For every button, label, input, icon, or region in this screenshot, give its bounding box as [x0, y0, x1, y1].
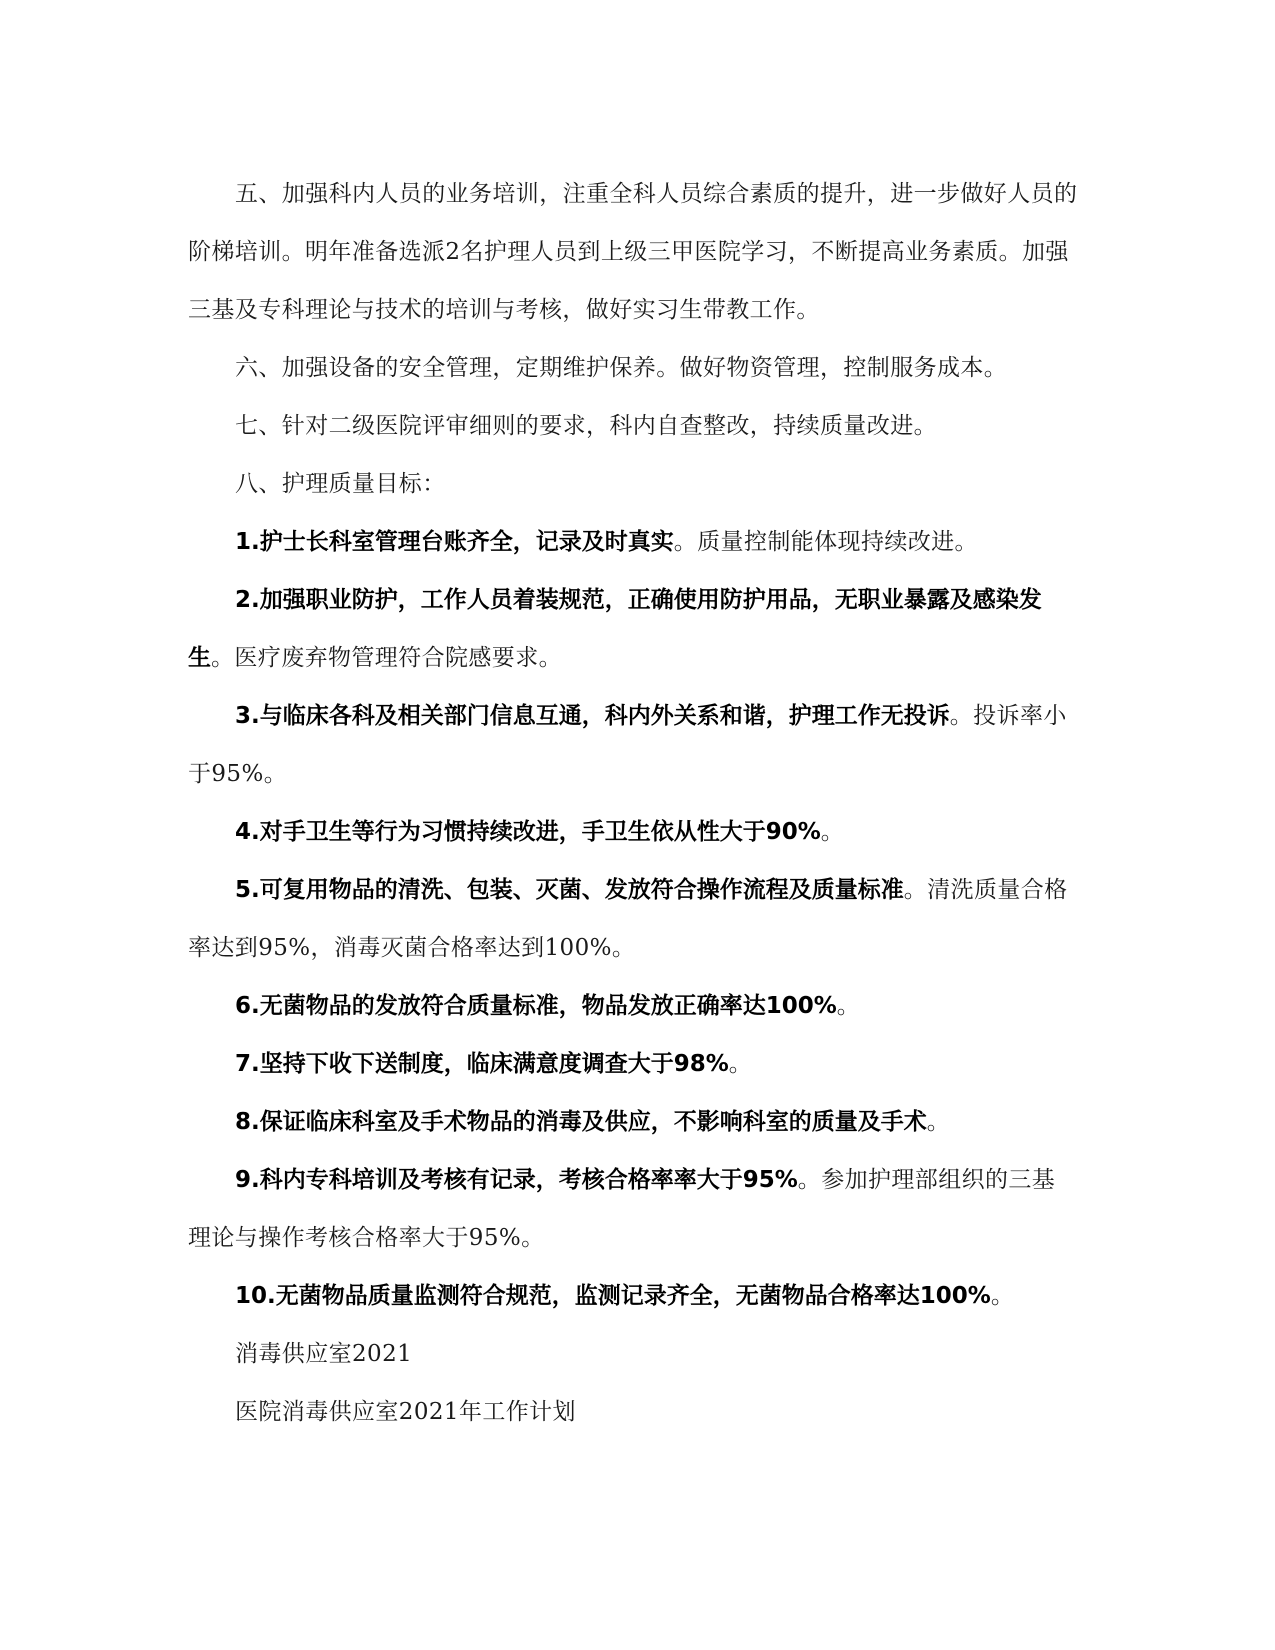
goal-bold-text: 1.护士长科室管理台账齐全，记录及时真实	[235, 529, 674, 555]
paragraph-review	[188, 397, 1078, 455]
goal-item-10	[188, 1267, 1078, 1325]
paragraph-training	[188, 165, 1078, 339]
goal-item-4	[188, 803, 1078, 861]
paragraph-text: 七、针对二级医院评审细则的要求，科内自查整改，持续质量改进。	[235, 413, 937, 439]
goal-normal-text: 。	[926, 1109, 951, 1135]
closing-title	[188, 1383, 1078, 1441]
goal-item-2	[188, 571, 1078, 687]
closing-text: 消毒供应室2021	[235, 1341, 413, 1367]
goal-normal-text: 。	[820, 819, 845, 845]
goal-normal-text: 。	[990, 1283, 1015, 1309]
goal-item-1	[188, 513, 1078, 571]
goal-bold-text: 3.与临床各科及相关部门信息互通，科内外关系和谐，护理工作无投诉	[235, 703, 950, 729]
paragraph-text: 六、加强设备的安全管理，定期维护保养。做好物资管理，控制服务成本。	[235, 355, 1008, 381]
goal-bold-text: 8.保证临床科室及手术物品的消毒及供应，不影响科室的质量及手术	[235, 1109, 927, 1135]
goal-normal-text: 。	[836, 993, 861, 1019]
paragraph-text: 五、加强科内人员的业务培训，注重全科人员综合素质的提升，进一步做好人员的阶梯培训。明年准备选派2名护理人员到上级三甲医院学习，不断提高业务素质。加强三基及专科理论与技术的培训与考核，做好实习生带教工作。	[188, 181, 1078, 323]
goal-bold-text: 5.可复用物品的清洗、包装、灭菌、发放符合操作流程及质量标准	[235, 877, 904, 903]
goal-item-5	[188, 861, 1078, 977]
goal-normal-text: 。质量控制能体现持续改进。	[673, 529, 978, 555]
goal-normal-text: 。医疗废弃物管理符合院感要求。	[211, 645, 562, 671]
paragraph-equipment	[188, 339, 1078, 397]
goal-bold-text: 7.坚持下收下送制度，临床满意度调查大于98%	[235, 1051, 729, 1077]
goal-item-9	[188, 1151, 1078, 1267]
closing-text: 医院消毒供应室2021年工作计划	[235, 1399, 576, 1425]
goal-normal-text: 。参加护理部组织的三基理论与操作考核合格率大于95%。	[188, 1167, 1056, 1251]
goal-normal-text: 。清洗质量合格率达到95%，消毒灭菌合格率达到100%。	[188, 877, 1068, 961]
paragraph-text: 八、护理质量目标：	[235, 471, 446, 497]
goal-normal-text: 。	[728, 1051, 753, 1077]
goal-item-8	[188, 1093, 1078, 1151]
goal-bold-text: 4.对手卫生等行为习惯持续改进，手卫生依从性大于90%	[235, 819, 821, 845]
goal-bold-text: 9.科内专科培训及考核有记录，考核合格率率大于95%	[235, 1167, 798, 1193]
goal-bold-text: 2.加强职业防护，工作人员着装规范，正确使用防护用品，无职业暴露及感染发生	[188, 587, 1042, 671]
goal-item-3	[188, 687, 1078, 803]
closing-department	[188, 1325, 1078, 1383]
goal-bold-text: 6.无菌物品的发放符合质量标准，物品发放正确率达100%	[235, 993, 837, 1019]
goal-item-7	[188, 1035, 1078, 1093]
paragraph-quality-goals-heading	[188, 455, 1078, 513]
goal-normal-text: 。投诉率小于95%。	[188, 703, 1067, 787]
goal-item-6	[188, 977, 1078, 1035]
goal-bold-text: 10.无菌物品质量监测符合规范，监测记录齐全，无菌物品合格率达100%	[235, 1283, 991, 1309]
document-body	[188, 165, 1078, 1441]
